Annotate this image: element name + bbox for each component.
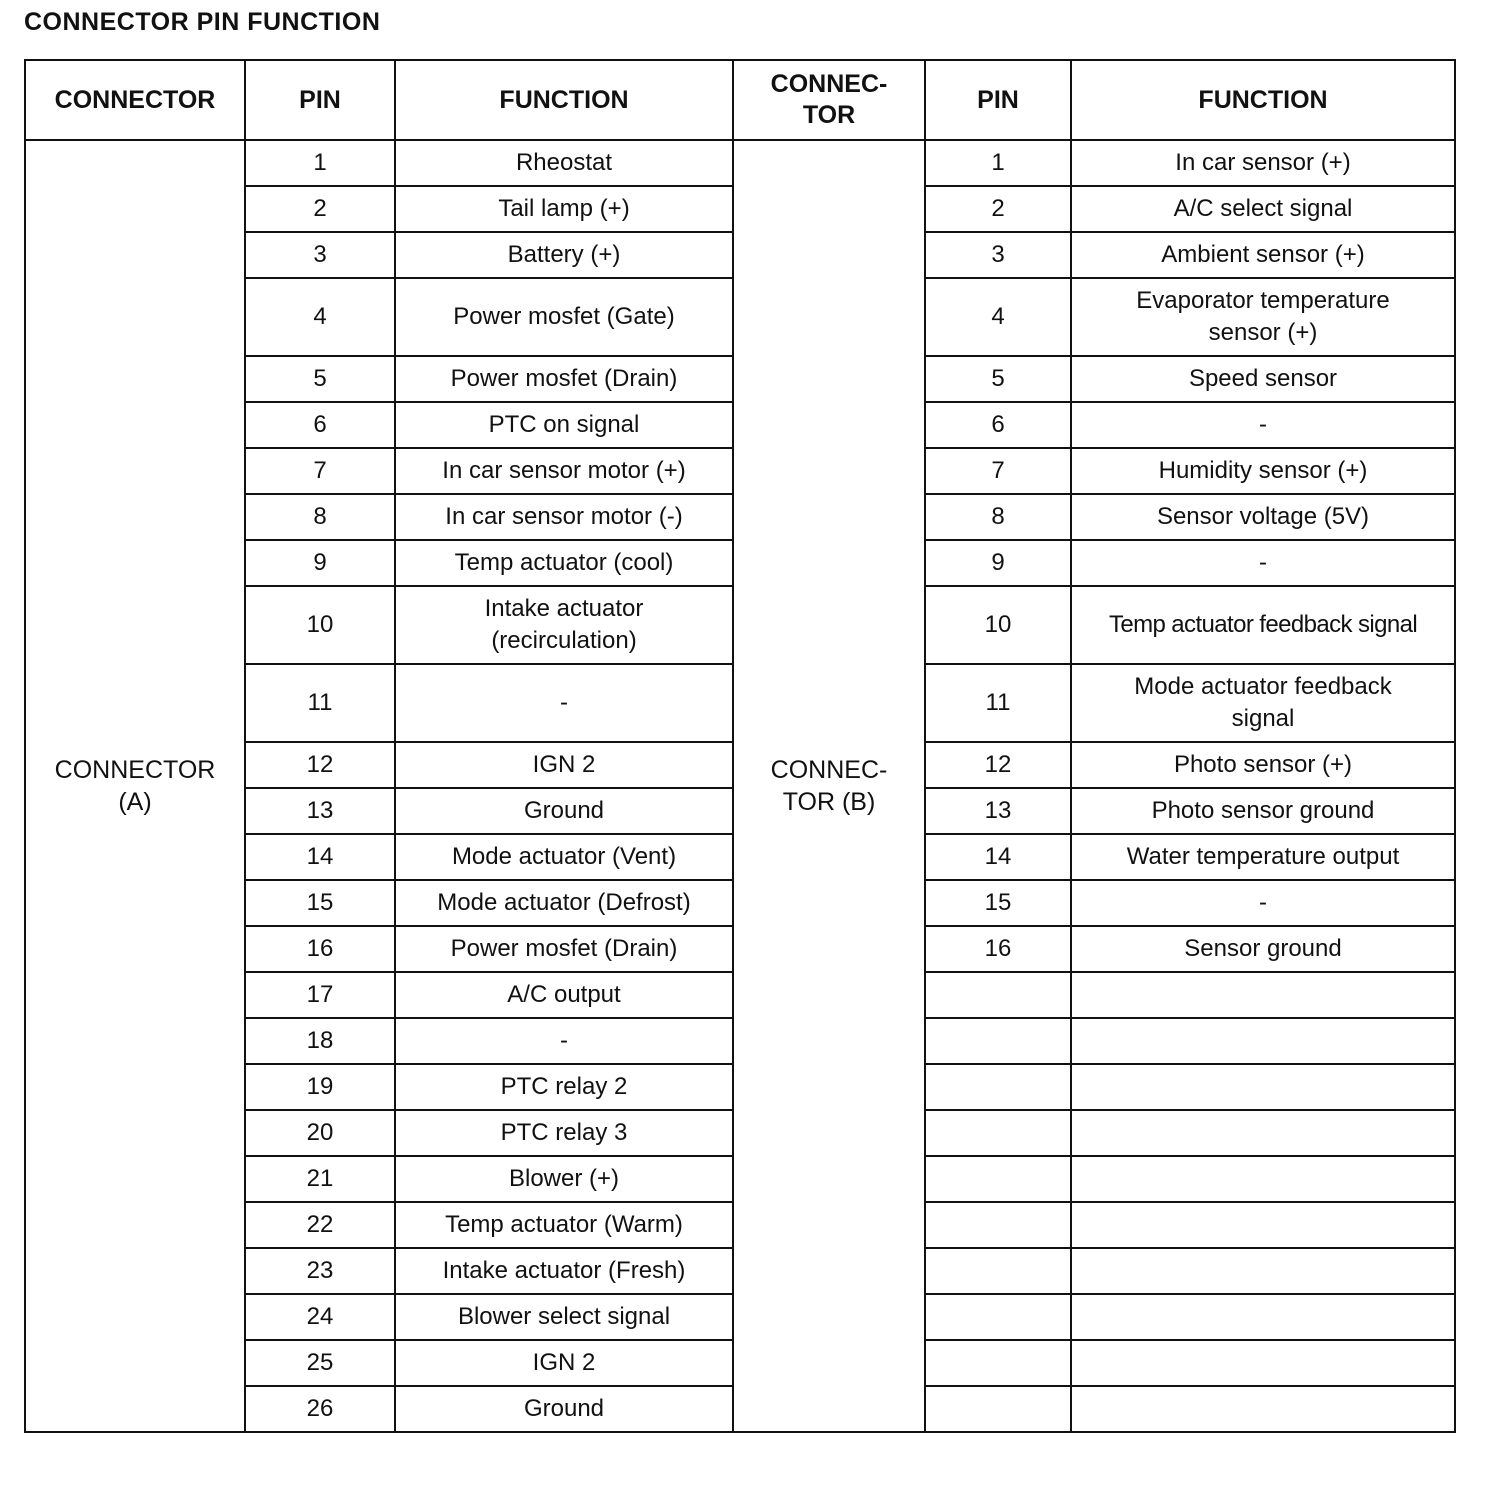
pin-b: 5: [925, 356, 1071, 402]
pin-a: 23: [245, 1248, 395, 1294]
pin-a: 25: [245, 1340, 395, 1386]
empty-cell: [1071, 1386, 1455, 1432]
function-a: Battery (+): [395, 232, 733, 278]
header-connector-a: CONNECTOR: [25, 60, 245, 140]
table-row: [25, 140, 1455, 186]
pin-a: 14: [245, 834, 395, 880]
empty-cell: [925, 1202, 1071, 1248]
connector-a-label-line2: (A): [118, 788, 152, 816]
pin-b: 6: [925, 402, 1071, 448]
pin-b: 4: [925, 278, 1071, 356]
empty-cell: [1071, 1064, 1455, 1110]
function-a: PTC relay 2: [395, 1064, 733, 1110]
pin-a: 12: [245, 742, 395, 788]
pin-a: 11: [245, 664, 395, 742]
function-a: IGN 2: [395, 742, 733, 788]
function-b: Speed sensor: [1071, 356, 1455, 402]
pin-b: 9: [925, 540, 1071, 586]
pin-a: 18: [245, 1018, 395, 1064]
function-a: -: [395, 1018, 733, 1064]
function-a: Ground: [395, 788, 733, 834]
empty-cell: [1071, 1248, 1455, 1294]
function-b-line2: sensor (+): [1208, 319, 1318, 346]
function-b: Photo sensor ground: [1071, 788, 1455, 834]
function-a: Mode actuator (Defrost): [395, 880, 733, 926]
pin-b: 1: [925, 140, 1071, 186]
function-b: -: [1071, 880, 1455, 926]
pin-b: 7: [925, 448, 1071, 494]
function-a: Temp actuator (Warm): [395, 1202, 733, 1248]
function-b-line2: signal: [1231, 705, 1295, 732]
pin-a: 22: [245, 1202, 395, 1248]
function-b: -: [1071, 540, 1455, 586]
connector-a-label: [25, 140, 245, 1432]
pin-a: 3: [245, 232, 395, 278]
function-b: Ambient sensor (+): [1071, 232, 1455, 278]
function-a: In car sensor motor (+): [395, 448, 733, 494]
pin-a: 20: [245, 1110, 395, 1156]
function-a-line2: (recirculation): [491, 627, 637, 654]
pin-a: 26: [245, 1386, 395, 1432]
function-b: Sensor voltage (5V): [1071, 494, 1455, 540]
function-a: -: [395, 664, 733, 742]
pin-a: 19: [245, 1064, 395, 1110]
function-a: PTC on signal: [395, 402, 733, 448]
function-a: Power mosfet (Drain): [395, 926, 733, 972]
header-connector-b-line2: TOR: [802, 101, 856, 129]
pin-b: 3: [925, 232, 1071, 278]
header-pin-b: PIN: [925, 60, 1071, 140]
function-a: Blower (+): [395, 1156, 733, 1202]
function-a: Tail lamp (+): [395, 186, 733, 232]
pin-a: 8: [245, 494, 395, 540]
function-a: Temp actuator (cool): [395, 540, 733, 586]
pin-b: 2: [925, 186, 1071, 232]
page-title: CONNECTOR PIN FUNCTION: [24, 8, 381, 36]
pin-b: 14: [925, 834, 1071, 880]
header-connector-b-line1: CONNEC-: [770, 70, 888, 98]
pin-a: 15: [245, 880, 395, 926]
function-b: Humidity sensor (+): [1071, 448, 1455, 494]
pin-a: 2: [245, 186, 395, 232]
pin-a: 13: [245, 788, 395, 834]
function-a: In car sensor motor (-): [395, 494, 733, 540]
empty-cell: [925, 972, 1071, 1018]
function-a: Blower select signal: [395, 1294, 733, 1340]
empty-cell: [1071, 1110, 1455, 1156]
pin-a: 1: [245, 140, 395, 186]
connector-b-label: [733, 140, 925, 1432]
function-b: [1071, 278, 1455, 356]
pin-b: 16: [925, 926, 1071, 972]
function-b-line1: Mode actuator feedback: [1134, 673, 1392, 700]
function-a: IGN 2: [395, 1340, 733, 1386]
pin-b: 8: [925, 494, 1071, 540]
function-a: Mode actuator (Vent): [395, 834, 733, 880]
function-b: [1071, 664, 1455, 742]
function-a: Ground: [395, 1386, 733, 1432]
pin-a: 6: [245, 402, 395, 448]
pin-a: 5: [245, 356, 395, 402]
pin-b: 13: [925, 788, 1071, 834]
connector-b-label-line1: CONNEC-: [770, 756, 888, 784]
function-b: A/C select signal: [1071, 186, 1455, 232]
empty-cell: [925, 1018, 1071, 1064]
function-b: Sensor ground: [1071, 926, 1455, 972]
header-connector-b: [733, 60, 925, 140]
empty-cell: [1071, 972, 1455, 1018]
empty-cell: [925, 1386, 1071, 1432]
header-row: [25, 60, 1455, 140]
function-a: PTC relay 3: [395, 1110, 733, 1156]
pin-b: 11: [925, 664, 1071, 742]
pin-b: 10: [925, 586, 1071, 664]
empty-cell: [925, 1248, 1071, 1294]
empty-cell: [1071, 1018, 1455, 1064]
function-b: Water temperature output: [1071, 834, 1455, 880]
pin-a: 17: [245, 972, 395, 1018]
function-a-line1: Intake actuator: [484, 595, 644, 622]
header-pin-a: PIN: [245, 60, 395, 140]
pin-b: 12: [925, 742, 1071, 788]
empty-cell: [1071, 1294, 1455, 1340]
pin-a: 10: [245, 586, 395, 664]
function-b: Temp actuator feedback signal: [1071, 586, 1455, 664]
function-a: Intake actuator (Fresh): [395, 1248, 733, 1294]
pin-a: 16: [245, 926, 395, 972]
header-function-a: FUNCTION: [395, 60, 733, 140]
empty-cell: [925, 1110, 1071, 1156]
empty-cell: [925, 1156, 1071, 1202]
pin-a: 21: [245, 1156, 395, 1202]
empty-cell: [925, 1064, 1071, 1110]
pin-a: 4: [245, 278, 395, 356]
pin-a: 9: [245, 540, 395, 586]
connector-a-label-line1: CONNECTOR: [54, 756, 216, 784]
function-b: -: [1071, 402, 1455, 448]
empty-cell: [925, 1340, 1071, 1386]
empty-cell: [925, 1294, 1071, 1340]
connector-b-label-line2: TOR (B): [782, 788, 876, 816]
function-a: Rheostat: [395, 140, 733, 186]
empty-cell: [1071, 1156, 1455, 1202]
function-a: [395, 586, 733, 664]
empty-cell: [1071, 1202, 1455, 1248]
function-b: Photo sensor (+): [1071, 742, 1455, 788]
function-b-line1: Evaporator temperature: [1136, 287, 1390, 314]
pin-a: 7: [245, 448, 395, 494]
function-a: Power mosfet (Drain): [395, 356, 733, 402]
pin-a: 24: [245, 1294, 395, 1340]
function-a: A/C output: [395, 972, 733, 1018]
connector-pin-table: [24, 59, 1456, 1433]
function-a: Power mosfet (Gate): [395, 278, 733, 356]
function-b: In car sensor (+): [1071, 140, 1455, 186]
pin-b: 15: [925, 880, 1071, 926]
header-function-b: FUNCTION: [1071, 60, 1455, 140]
empty-cell: [1071, 1340, 1455, 1386]
